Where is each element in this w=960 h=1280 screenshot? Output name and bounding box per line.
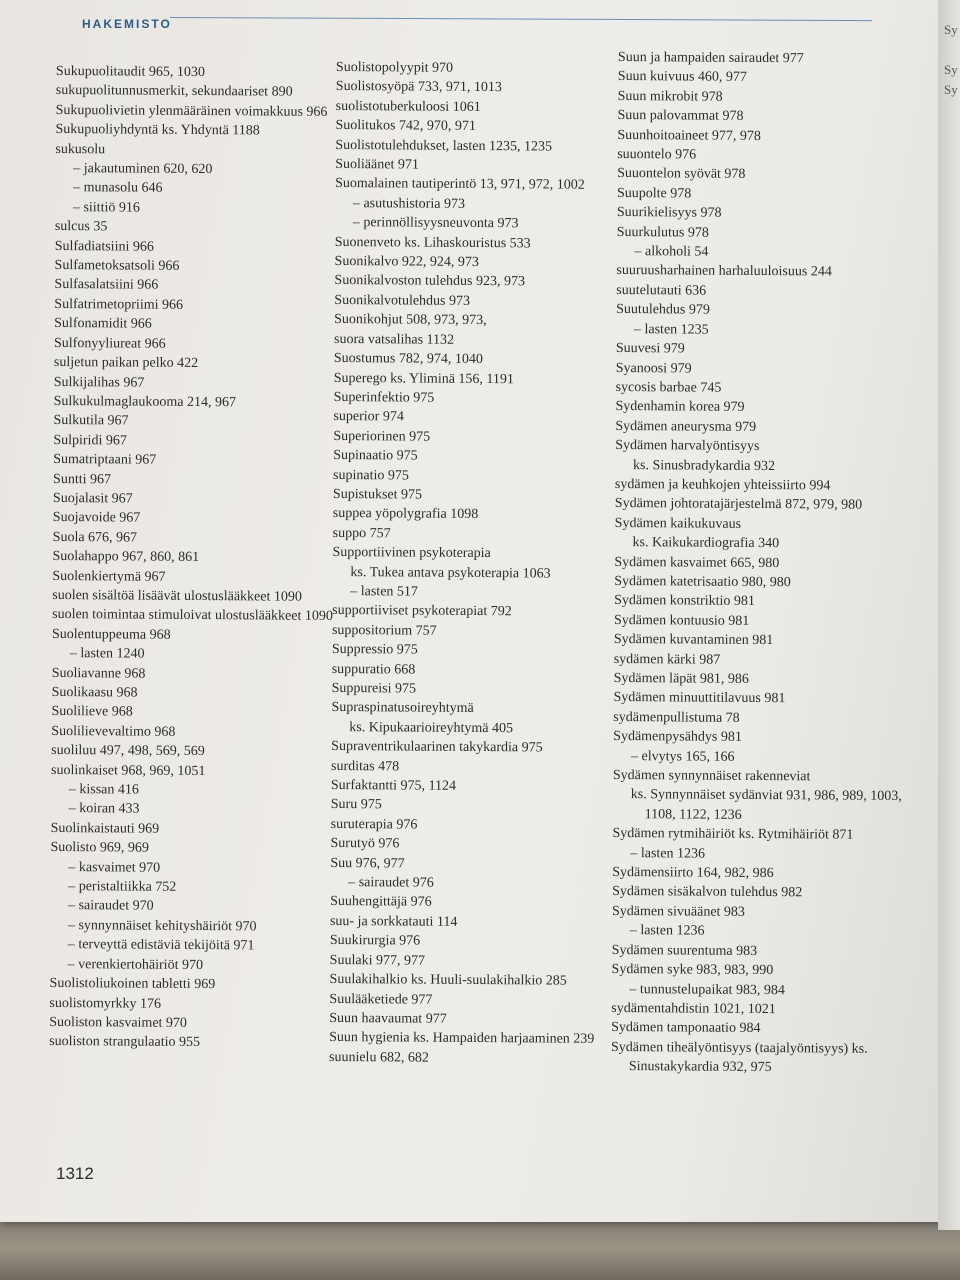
index-entry: Suolitukos 742, 970, 971 bbox=[335, 118, 476, 135]
index-subentry: – sairaudet 970 bbox=[68, 898, 154, 915]
index-entry: Suolistopolyypit 970 bbox=[335, 59, 454, 76]
index-entry: Suun mikrobit 978 bbox=[617, 88, 723, 105]
index-entry: Sydämen kaikukuvaus bbox=[614, 515, 742, 532]
index-subentry: – alkoholi 54 bbox=[634, 244, 709, 260]
index-entry: Suolahappo 967, 860, 861 bbox=[52, 549, 200, 566]
index-entry: Suulakihalkio ks. Huuli-suulakihalkio 285 bbox=[329, 972, 567, 989]
index-subentry: – lasten 1236 bbox=[629, 923, 705, 939]
index-entry: Sukupuolitaudit 965, 1030 bbox=[55, 63, 205, 81]
index-entry: Superinfektio 975 bbox=[333, 389, 435, 406]
index-entry: Sydämensiirto 164, 982, 986 bbox=[612, 865, 774, 882]
index-entry: Surutyö 976 bbox=[330, 836, 400, 852]
index-entry: Supinaatio 975 bbox=[333, 448, 418, 464]
index-entry: sydämentahdistin 1021, 1021 bbox=[611, 1000, 776, 1018]
index-entry: Sydämen syke 983, 983, 990 bbox=[611, 962, 774, 979]
index-subentry: – munasolu 646 bbox=[73, 180, 163, 197]
index-entry: Suupolte 978 bbox=[616, 185, 692, 202]
index-entry: sydämen kärki 987 bbox=[613, 651, 721, 668]
index-entry: Sydämenpysähdys 981 bbox=[613, 729, 742, 746]
index-entry: Suulääketiede 977 bbox=[329, 991, 433, 1008]
index-entry: Sydämen synnynnäiset rakenneviat bbox=[612, 768, 811, 785]
index-entry: Suun kuivuus 460, 977 bbox=[617, 69, 747, 86]
index-entry: Suuhengittäjä 976 bbox=[330, 894, 432, 911]
index-entry: Suun haavaumat 977 bbox=[329, 1010, 447, 1027]
index-entry: Suolistosyöpä 733, 971, 1013 bbox=[335, 79, 502, 96]
index-entry: supportiiviset psykoterapiat 792 bbox=[332, 603, 512, 620]
index-entry: suutelutauti 636 bbox=[616, 282, 707, 299]
index-entry: sydämen ja keuhkojen yhteissiirto 994 bbox=[614, 476, 831, 494]
next-page-text: Sy bbox=[944, 62, 958, 77]
index-entry: Sulfonamidit 966 bbox=[54, 316, 152, 332]
index-column-3 bbox=[611, 48, 918, 1079]
index-subentry: ks. Kipukaarioireyhtymä 405 bbox=[349, 719, 514, 737]
index-entry: supinatio 975 bbox=[333, 467, 409, 484]
index-subentry: – kasvaimet 970 bbox=[68, 859, 161, 876]
index-entry: Suukirurgia 976 bbox=[329, 933, 421, 949]
index-entry: sukusolu bbox=[55, 141, 106, 157]
index-entry: suora vatsalihas 1132 bbox=[333, 331, 455, 348]
index-entry: Suutulehdus 979 bbox=[616, 302, 710, 318]
index-subentry: – perinnöllisyysneuvonta 973 bbox=[352, 215, 519, 232]
index-entry: Surfaktantti 975, 1124 bbox=[330, 778, 457, 794]
index-column-1 bbox=[49, 62, 346, 1054]
index-entry: Suntti 967 bbox=[53, 471, 112, 487]
index-entry: Sulfonyyliureat 966 bbox=[53, 335, 166, 352]
index-subentry: – jakautuminen 620, 620 bbox=[73, 161, 213, 178]
index-entry: sulcus 35 bbox=[54, 219, 108, 235]
index-entry: Suonenveto ks. Lihaskouristus 533 bbox=[334, 234, 531, 252]
index-entry: Sydämen tamponaatio 984 bbox=[611, 1020, 761, 1037]
index-entry: Sumatriptaani 967 bbox=[53, 452, 157, 468]
index-entry: Sydämen suurentuma 983 bbox=[611, 942, 758, 959]
index-subentry: – siittiö 916 bbox=[72, 199, 140, 216]
index-entry: Suonikalvoston tulehdus 923, 973 bbox=[334, 273, 526, 290]
index-entry: Suurikielisyys 978 bbox=[616, 205, 722, 221]
index-entry: Sulkijalihas 967 bbox=[53, 374, 145, 391]
index-entry: Sydämen minuuttitilavuus 981 bbox=[613, 690, 786, 707]
next-page-text: Sy bbox=[944, 82, 958, 97]
index-entry: Suun palovammat 978 bbox=[617, 108, 744, 125]
index-entry: Sydämen konstriktio 981 bbox=[614, 593, 755, 610]
index-entry: suolistomyrkky 176 bbox=[49, 995, 162, 1012]
index-entry: suu- ja sorkkatauti 114 bbox=[329, 913, 458, 930]
index-entry: Suomalainen tautiperintö 13, 971, 972, 1002 bbox=[335, 176, 585, 194]
index-entry: Supraspinatusoireyhtymä bbox=[331, 700, 474, 717]
index-entry: suppuratio 668 bbox=[331, 661, 416, 678]
index-entry: Sydämen sisäkalvon tulehdus 982 bbox=[612, 884, 803, 901]
index-entry: Suunhoitoaineet 977, 978 bbox=[617, 127, 761, 144]
index-entry: suppo 757 bbox=[332, 525, 391, 542]
index-entry: Suola 676, 967 bbox=[52, 529, 138, 546]
index-entry: Suojalasit 967 bbox=[52, 490, 133, 507]
running-header: HAKEMISTO bbox=[82, 17, 172, 31]
index-entry: Suu 976, 977 bbox=[330, 855, 405, 872]
index-entry: Suolikaasu 968 bbox=[51, 684, 138, 701]
index-entry: Sydämen kontuusio 981 bbox=[613, 612, 750, 629]
index-subentry: – synnynnäiset kehityshäiriöt 970 bbox=[67, 917, 257, 935]
index-entry: Suun hygienia ks. Hampaiden harjaaminen 239 bbox=[329, 1030, 595, 1048]
index-subentry: ks. Sinusbradykardia 932 bbox=[633, 457, 776, 474]
index-subentry: – lasten 517 bbox=[350, 584, 418, 600]
index-subentry: – tunnustelupaikat 983, 984 bbox=[629, 981, 786, 998]
index-entry: Sukupuolivietin ylenmääräinen voimakkuus 966 bbox=[55, 102, 328, 120]
index-subentry: ks. Synnynnäiset sydänviat 931, 986, 989, 1003, 1108, 1122, 1236 bbox=[630, 787, 902, 823]
index-entry: Suolilievevaltimo 968 bbox=[51, 723, 176, 740]
index-entry: Sydenhamin korea 979 bbox=[615, 399, 745, 416]
index-column-2 bbox=[329, 58, 626, 1069]
index-entry: Suolilieve 968 bbox=[51, 704, 133, 720]
index-entry: Suppressio 975 bbox=[331, 642, 418, 658]
index-entry: suunielu 682, 682 bbox=[328, 1049, 430, 1066]
index-entry: Suolisto 969, 969 bbox=[50, 840, 149, 856]
index-subentry: – sairaudet 976 bbox=[348, 875, 434, 891]
index-subentry: – peristaltiikka 752 bbox=[68, 879, 177, 895]
index-entry: Suonikalvo 922, 924, 973 bbox=[334, 254, 479, 271]
index-entry: Sydämen harvalyöntisyys bbox=[615, 438, 760, 455]
index-entry: Sulfametoksatsoli 966 bbox=[54, 258, 180, 274]
index-entry: Suolentuppeuma 968 bbox=[51, 626, 171, 643]
index-entry: Sydämen aneurysma 979 bbox=[615, 418, 757, 435]
index-subentry: – elvytys 165, 166 bbox=[631, 748, 735, 765]
index-entry: Suulaki 977, 977 bbox=[329, 952, 426, 969]
index-entry: Suuvesi 979 bbox=[615, 341, 685, 357]
index-entry: Supraventrikulaarinen takykardia 975 bbox=[331, 739, 543, 756]
index-entry: Sukupuoliyhdyntä ks. Yhdyntä 1188 bbox=[55, 122, 260, 139]
index-entry: Suonikalvotulehdus 973 bbox=[334, 292, 471, 309]
index-subentry: – koiran 433 bbox=[68, 801, 140, 818]
page-number: 1312 bbox=[56, 1164, 94, 1183]
next-page-text: Sy bbox=[944, 22, 958, 37]
index-entry: Suojavoide 967 bbox=[52, 510, 141, 526]
index-entry: Sulfatrimetopriimi 966 bbox=[54, 296, 184, 313]
index-entry: sukupuolitunnusmerkit, sekundaariset 890 bbox=[55, 83, 293, 101]
index-entry: Sulkutila 967 bbox=[53, 413, 129, 429]
index-entry: suoliston strangulaatio 955 bbox=[49, 1034, 201, 1051]
index-entry: Supistukset 975 bbox=[332, 486, 423, 503]
index-entry: Suostumus 782, 974, 1040 bbox=[333, 351, 483, 368]
index-subentry: – verenkiertohäiriöt 970 bbox=[67, 956, 204, 973]
index-entry: suoliluu 497, 498, 569, 569 bbox=[51, 743, 205, 760]
index-entry: Syanoosi 979 bbox=[615, 360, 692, 377]
index-entry: suolen sisältöä lisäävät ulostuslääkkeet 1090 bbox=[52, 587, 302, 605]
index-entry: Superiorinen 975 bbox=[333, 428, 431, 445]
index-entry: Sydämen johtoratajärjestelmä 872, 979, 980 bbox=[614, 496, 863, 514]
index-entry: Superego ks. Yliminä 156, 1191 bbox=[333, 370, 514, 387]
index-entry: superior 974 bbox=[333, 409, 404, 425]
index-subentry: – lasten 1240 bbox=[69, 646, 145, 662]
index-entry: Suolistoliukoinen tabletti 969 bbox=[49, 976, 216, 993]
index-entry: Suurkulutus 978 bbox=[616, 224, 709, 241]
index-subentry: ks. Kaikukardiografia 340 bbox=[632, 535, 780, 552]
index-entry: sycosis barbae 745 bbox=[615, 379, 722, 396]
index-entry: Suoliäänet 971 bbox=[335, 157, 419, 173]
index-entry: Sydämen kasvaimet 665, 980 bbox=[614, 554, 780, 571]
index-subentry: – terveyttä edistäviä tekijöitä 971 bbox=[67, 937, 255, 954]
index-entry: Suru 975 bbox=[330, 797, 382, 813]
index-entry: suljetun paikan pelko 422 bbox=[53, 355, 199, 372]
index-entry: Sydämen läpät 981, 986 bbox=[613, 670, 749, 687]
index-entry: Sydämen sivuäänet 983 bbox=[611, 903, 746, 920]
index-subentry: – lasten 1236 bbox=[630, 845, 706, 862]
index-entry: Suolinkaistauti 969 bbox=[50, 820, 160, 837]
index-entry: Suolistotulehdukset, lasten 1235, 1235 bbox=[335, 137, 553, 155]
index-entry: suppea yöpolygrafia 1098 bbox=[332, 506, 479, 523]
index-entry: Suoliavanne 968 bbox=[51, 665, 146, 682]
index-entry: suruterapia 976 bbox=[330, 816, 418, 833]
index-entry: suolinkaiset 968, 969, 1051 bbox=[51, 762, 206, 779]
index-entry: Suonikohjut 508, 973, 973, bbox=[334, 312, 487, 329]
index-entry: Sydämen kuvantaminen 981 bbox=[613, 632, 774, 649]
index-entry: suppositorium 757 bbox=[331, 622, 437, 639]
index-entry: Sydämen tiheälyöntisyys (taajalyöntisyys) ks. Sinustakykardia 932, 975 bbox=[610, 1039, 868, 1076]
index-entry: suolen toimintaa stimuloivat ulostuslääkkeet 1090 bbox=[52, 607, 333, 625]
index-entry: Sulkukulmaglaukooma 214, 967 bbox=[53, 393, 237, 411]
index-entry: Sulfadiatsiini 966 bbox=[54, 238, 154, 255]
index-subentry: – kissan 416 bbox=[68, 782, 139, 798]
index-entry: suuruusharhainen harhaluuloisuus 244 bbox=[616, 263, 832, 280]
next-page-edge bbox=[938, 0, 960, 1230]
index-entry: Supportiivinen psykoterapia bbox=[332, 545, 491, 562]
index-entry: Suuontelon syövät 978 bbox=[617, 166, 746, 183]
index-entry: Suun ja hampaiden sairaudet 977 bbox=[617, 49, 804, 67]
index-entry: Sulpiridi 967 bbox=[53, 432, 127, 449]
index-subentry: – lasten 1235 bbox=[633, 321, 709, 338]
index-entry: suolistotuberkuloosi 1061 bbox=[335, 98, 481, 115]
index-entry: sydämenpullistuma 78 bbox=[613, 709, 740, 726]
index-entry: Suolenkiertymä 967 bbox=[52, 568, 166, 585]
index-entry: Suppureisi 975 bbox=[331, 680, 417, 697]
index-subentry: ks. Tukea antava psykoterapia 1063 bbox=[350, 564, 551, 582]
index-entry: Sydämen rytmihäiriöt ks. Rytmihäiriöt 871 bbox=[612, 826, 854, 843]
index-entry: Sydämen katetrisaatio 980, 980 bbox=[614, 573, 791, 591]
index-entry: Suoliston kasvaimet 970 bbox=[49, 1014, 188, 1031]
index-entry: Sulfasalatsiini 966 bbox=[54, 277, 159, 294]
table-surface bbox=[0, 1215, 960, 1280]
index-subentry: – asutushistoria 973 bbox=[352, 195, 466, 212]
index-entry: suuontelo 976 bbox=[617, 147, 697, 163]
index-entry: surditas 478 bbox=[331, 758, 400, 775]
header-rule bbox=[170, 17, 872, 21]
